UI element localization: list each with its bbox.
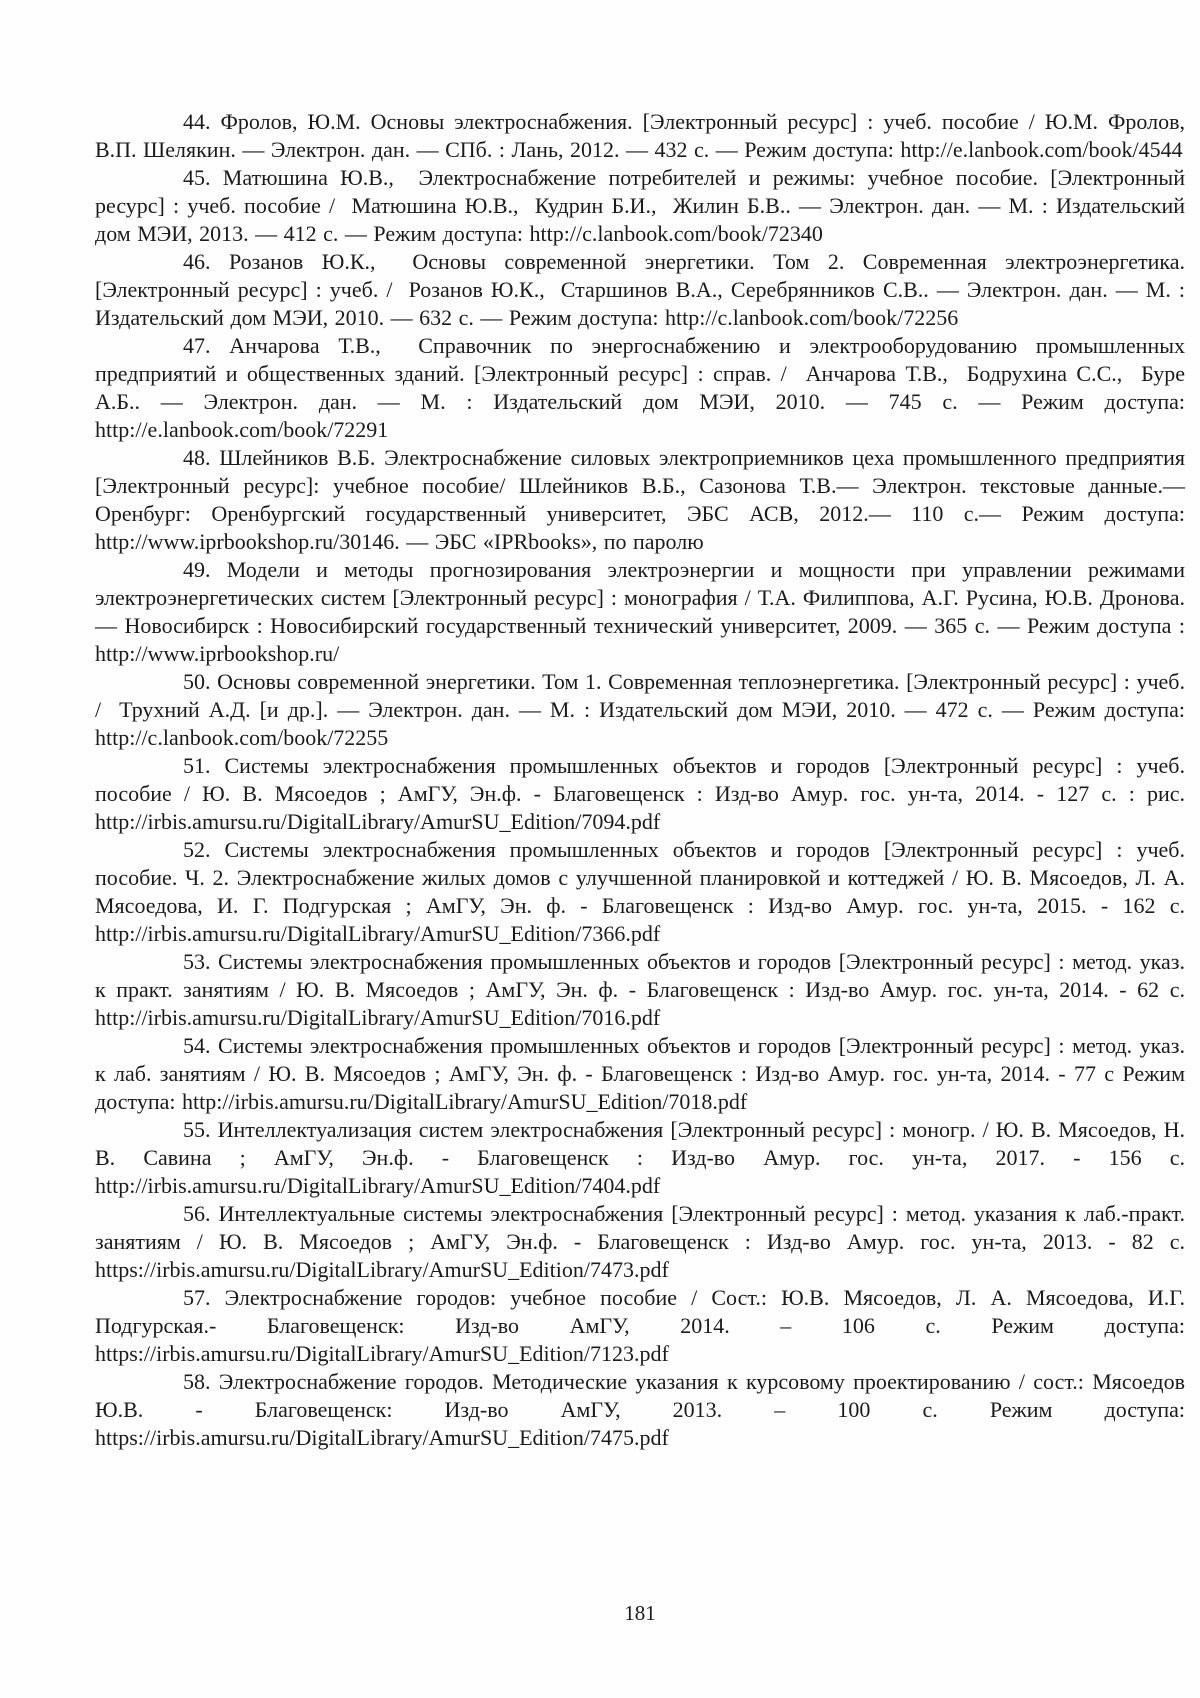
reference-entry-49: 49. Модели и методы прогнозирования электроэнергии и мощности при управлении режимами электроэнергетических систем [Электронный ресурс] : монография / Т.А. Филиппова, А.Г. Русина, Ю.В. Дронова. — Новосибирск : Новосибирский государственный технический университет, 2009. — 365 с. — Режим доступа : http://www.iprbookshop.ru/: [95, 557, 1192, 666]
reference-entry-44: 44. Фролов, Ю.М. Основы электроснабжения. [Электронный ресурс] : учеб. пособие / Ю.М. Фролов, В.П. Шелякин. — Электрон. дан. — СПб. : Лань, 2012. — 432 с. — Режим доступа: http://e.lanbook.com/book/4544: [95, 109, 1192, 162]
reference-entry-48: 48. Шлейников В.Б. Электроснабжение силовых электроприемников цеха промышленного предприятия [Электронный ресурс]: учебное пособие/ Шлейников В.Б., Сазонова Т.В.— Электрон. текстовые данные.— Оренбург: Оренбургский государственный университет, ЭБС АСВ, 2012.— 110 с.— Режим доступа: http://www.iprbookshop.ru/30146. — ЭБС «IPRbooks», по паролю: [95, 445, 1192, 554]
reference-entry-46: 46. Розанов Ю.К., Основы современной энергетики. Том 2. Современная электроэнергетика. [Электронный ресурс] : учеб. / Розанов Ю.К., Старшинов В.А., Серебрянников С.В.. — Электрон. дан. — М. : Издательский дом МЭИ, 2010. — 632 с. — Режим доступа: http://c.lanbook.com/book/72256: [95, 249, 1192, 330]
reference-entry-55: 55. Интеллектуализация систем электроснабжения [Электронный ресурс] : моногр. / Ю. В. Мясоедов, Н. В. Савина ; АмГУ, Эн.ф. - Благовещенск : Изд-во Амур. гос. ун-та, 2017. - 156 с. http://irbis.amursu.ru/DigitalLibrary/AmurSU_Edition/7404.pdf: [95, 1117, 1198, 1198]
reference-entry-53: 53. Системы электроснабжения промышленных объектов и городов [Электронный ресурс] : метод. указ. к практ. занятиям / Ю. В. Мясоедов ; АмГУ, Эн. ф. - Благовещенск : Изд-во Амур. гос. ун-та, 2014. - 62 с. http://irbis.amursu.ru/DigitalLibrary/AmurSU_Edition/7016.pdf: [95, 949, 1198, 1030]
reference-entry-57: 57. Электроснабжение городов: учебное пособие / Сост.: Ю.В. Мясоедов, Л. А. Мясоедова, И.Г. Подгурская.- Благовещенск: Изд-во АмГУ, 2014. – 106 с. Режим доступа: https://irbis.amursu.ru/DigitalLibrary/AmurSU_Edition/7123.pdf: [95, 1285, 1192, 1366]
page-number: 181: [624, 1601, 656, 1625]
reference-entry-58: 58. Электроснабжение городов. Методические указания к курсовому проектированию / сост.: Мясоедов Ю.В. - Благовещенск: Изд-во АмГУ, 2013. – 100 с. Режим доступа: https://irbis.amursu.ru/DigitalLibrary/AmurSU_Edition/7475.pdf: [95, 1369, 1192, 1450]
reference-entry-51: 51. Системы электроснабжения промышленных объектов и городов [Электронный ресурс] : учеб. пособие / Ю. В. Мясоедов ; АмГУ, Эн.ф. - Благовещенск : Изд-во Амур. гос. ун-та, 2014. - 127 с. : рис. http://irbis.amursu.ru/DigitalLibrary/AmurSU_Edition/7094.pdf: [95, 753, 1198, 834]
reference-entry-54: 54. Системы электроснабжения промышленных объектов и городов [Электронный ресурс] : метод. указ. к лаб. занятиям / Ю. В. Мясоедов ; АмГУ, Эн. ф. - Благовещенск : Изд-во Амур. гос. ун-та, 2014. - 77 с Режим доступа: http://irbis.amursu.ru/DigitalLibrary/AmurSU_Edition/7018.pdf: [95, 1033, 1192, 1114]
reference-entry-50: 50. Основы современной энергетики. Том 1. Современная теплоэнергетика. [Электронный ресурс] : учеб. / Трухний А.Д. [и др.]. — Электрон. дан. — М. : Издательский дом МЭИ, 2010. — 472 с. — Режим доступа: http://c.lanbook.com/book/72255: [95, 669, 1192, 750]
reference-entry-45: 45. Матюшина Ю.В., Электроснабжение потребителей и режимы: учебное пособие. [Электронный ресурс] : учеб. пособие / Матюшина Ю.В., Кудрин Б.И., Жилин Б.В.. — Электрон. дан. — М. : Издательский дом МЭИ, 2013. — 412 с. — Режим доступа: http://c.lanbook.com/book/72340: [95, 165, 1192, 246]
references-list: [95, 108, 1198, 1452]
reference-entry-47: 47. Анчарова Т.В., Справочник по энергоснабжению и электрооборудованию промышленных предприятий и общественных зданий. [Электронный ресурс] : справ. / Анчарова Т.В., Бодрухина С.С., Буре А.Б.. — Электрон. дан. — М. : Издательский дом МЭИ, 2010. — 745 с. — Режим доступа: http://e.lanbook.com/book/72291: [95, 333, 1192, 442]
reference-entry-56: 56. Интеллектуальные системы электроснабжения [Электронный ресурс] : метод. указания к лаб.-практ. занятиям / Ю. В. Мясоедов ; АмГУ, Эн.ф. - Благовещенск : Изд-во Амур. гос. ун-та, 2013. - 82 с. https://irbis.amursu.ru/DigitalLibrary/AmurSU_Edition/7473.pdf: [95, 1201, 1192, 1282]
reference-entry-52: 52. Системы электроснабжения промышленных объектов и городов [Электронный ресурс] : учеб. пособие. Ч. 2. Электроснабжение жилых домов с улучшенной планировкой и коттеджей / Ю. В. Мясоедов, Л. А. Мясоедова, И. Г. Подгурская ; АмГУ, Эн. ф. - Благовещенск : Изд-во Амур. гос. ун-та, 2015. - 162 с. http://irbis.amursu.ru/DigitalLibrary/AmurSU_Edition/7366.pdf: [95, 837, 1192, 946]
